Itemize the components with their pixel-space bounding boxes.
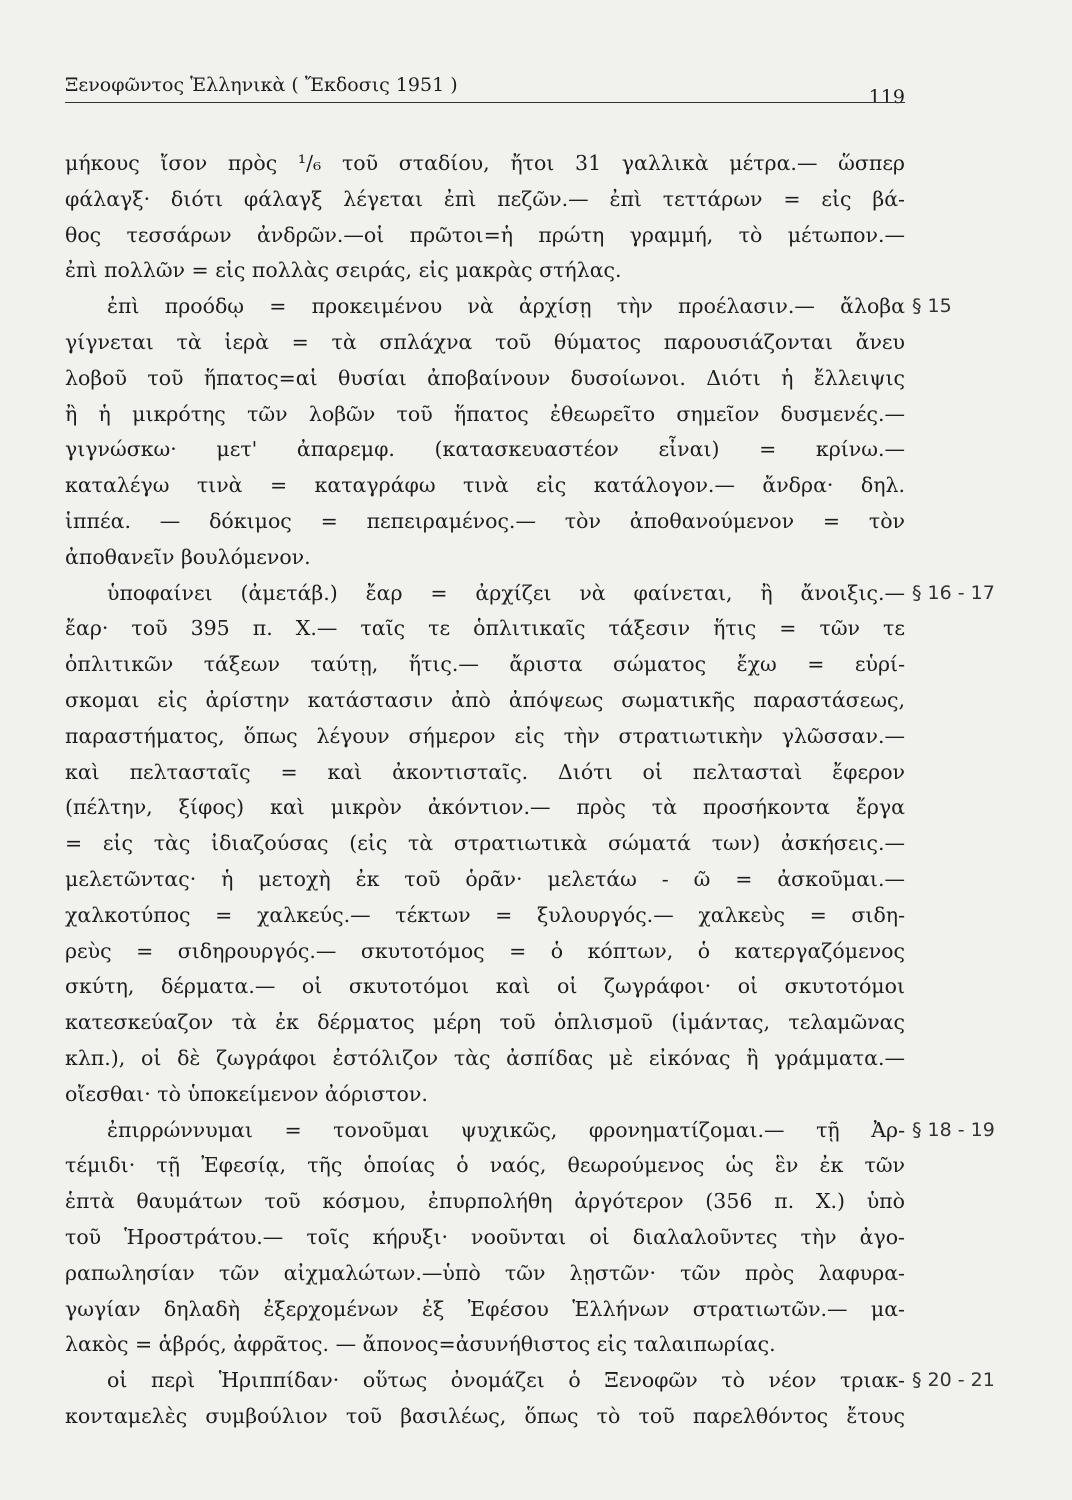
- text-line: οἴεσθαι· τὸ ὑποκείμενον ἀόριστον.: [65, 1081, 428, 1106]
- text-line: φάλαγξ· διότι φάλαγξ λέγεται ἐπὶ πεζῶν.— ἐπὶ τεττάρων = εἰς βά-: [65, 186, 905, 211]
- commentary-text: [65, 146, 995, 1435]
- text-line: καταλέγω τινὰ = καταγράφω τινὰ εἰς κατάλογον.— ἄνδρα· δηλ.: [65, 473, 905, 498]
- text-line: ρεὺς = σιδηρουργός.— σκυτοτόμος = ὁ κόπτων, ὁ κατεργαζόμενος: [65, 938, 905, 963]
- text-line: ἐπὶ προόδῳ = προκειμένου νὰ ἀρχίσῃ τὴν προέλασιν.— ἄλοβα § 15: [65, 289, 905, 325]
- text-line: καὶ πελτασταῖς = καὶ ἀκοντισταῖς. Διότι οἱ πελτασταὶ ἔφερον: [65, 759, 905, 784]
- section-marker: § 15: [912, 295, 952, 318]
- text-line: ἐπιρρώννυμαι = τονοῦμαι ψυχικῶς, φρονηματίζομαι.— τῇ Ἀρ- § 18 - 19: [65, 1113, 905, 1149]
- text-line: σκομαι εἰς ἀρίστην κατάστασιν ἀπὸ ἀπόψεως σωματικῆς παραστάσεως,: [65, 687, 905, 712]
- text-line: ἢ ἡ μικρότης τῶν λοβῶν τοῦ ἥπατος ἐθεωρεῖτο σημεῖον δυσμενές.—: [65, 401, 905, 426]
- text-line: σκύτη, δέρματα.— οἱ σκυτοτόμοι καὶ οἱ ζωγράφοι· οἱ σκυτοτόμοι: [65, 974, 905, 999]
- text-line: μελετῶντας· ἡ μετοχὴ ἐκ τοῦ ὁρᾶν· μελετάω - ῶ = ἀσκοῦμαι.—: [65, 866, 905, 891]
- section-marker: § 20 - 21: [912, 1369, 995, 1392]
- text-line: ἀποθανεῖν βουλόμενον.: [65, 544, 311, 569]
- text-line: μήκους ἴσον πρὸς ¹/₆ τοῦ σταδίου, ἤτοι 31 γαλλικὰ μέτρα.— ὥσπερ: [65, 151, 905, 175]
- text-line: (πέλτην, ξίφος) καὶ μικρὸν ἀκόντιον.— πρὸς τὰ προσήκοντα ἔργα: [65, 795, 905, 820]
- text-line: κατεσκεύαζον τὰ ἐκ δέρματος μέρη τοῦ ὁπλισμοῦ (ἱμάντας, τελαμῶνας: [65, 1010, 905, 1035]
- text-line: οἱ περὶ Ἡριππίδαν· οὕτως ὀνομάζει ὁ Ξενοφῶν τὸ νέον τριακ- § 20 - 21: [65, 1363, 905, 1399]
- text-line: ἔαρ· τοῦ 395 π. Χ.— ταῖς τε ὁπλιτικαῖς τάξεσιν ἥτις = τῶν τε: [65, 616, 905, 641]
- header-rule: [65, 102, 905, 103]
- text-line: τέμιδι· τῇ Ἐφεσίᾳ, τῆς ὁποίας ὁ ναός, θεωρούμενος ὡς ἓν ἐκ τῶν: [65, 1153, 905, 1178]
- page-header: [65, 74, 905, 114]
- text-line: λακὸς = ἁβρός, ἀφρᾶτος. — ἄπονος=ἀσυνήθιστος εἰς ταλαιπωρίας.: [65, 1332, 776, 1357]
- text-line: λοβοῦ τοῦ ἥπατος=αἱ θυσίαι ἀποβαίνουν δυσοίωνοι. Διότι ἡ ἔλλειψις: [65, 365, 905, 390]
- text-line: γίγνεται τὰ ἱερὰ = τὰ σπλάχνα τοῦ θύματος παρουσιάζονται ἄνευ: [65, 329, 905, 354]
- text-line: ὁπλιτικῶν τάξεων ταύτῃ, ἥτις.— ἄριστα σώματος ἔχω = εὑρί-: [65, 652, 905, 677]
- page-number: 119: [868, 86, 905, 108]
- text-line: τοῦ Ἡροστράτου.— τοῖς κήρυξι· νοοῦνται οἱ διαλαλοῦντες τὴν ἀγο-: [65, 1224, 905, 1249]
- text-line: παραστήματος, ὅπως λέγουν σήμερον εἰς τὴν στρατιωτικὴν γλῶσσαν.—: [65, 723, 905, 748]
- text-line: χαλκοτύπος = χαλκεύς.— τέκτων = ξυλουργός.— χαλκεὺς = σιδη-: [65, 902, 905, 927]
- text-line: γωγίαν δηλαδὴ ἐξερχομένων ἐξ Ἐφέσου Ἑλλήνων στρατιωτῶν.— μα-: [65, 1296, 905, 1321]
- text-line: = εἰς τὰς ἰδιαζούσας (εἰς τὰ στρατιωτικὰ σώματά των) ἀσκήσεις.—: [65, 831, 905, 856]
- text-line: θος τεσσάρων ἀνδρῶν.—οἱ πρῶτοι=ἡ πρώτη γραμμή, τὸ μέτωπον.—: [65, 222, 905, 247]
- text-line: κονταμελὲς συμβούλιον τοῦ βασιλέως, ὅπως τὸ τοῦ παρελθόντος ἔτους: [65, 1403, 905, 1428]
- text-line: ἱππέα. — δόκιμος = πεπειραμένος.— τὸν ἀποθανούμενον = τὸν: [65, 508, 905, 533]
- section-marker: § 16 - 17: [912, 581, 995, 604]
- text-line: γιγνώσκω· μετ' ἀπαρεμφ. (κατασκευαστέον εἶναι) = κρίνω.—: [65, 437, 905, 462]
- text-line: ὑποφαίνει (ἀμετάβ.) ἔαρ = ἀρχίζει νὰ φαίνεται, ἢ ἄνοιξις.— § 16 - 17: [65, 576, 905, 612]
- text-line: ραπωλησίαν τῶν αἰχμαλώτων.—ὑπὸ τῶν λῃστῶν· τῶν πρὸς λαφυρα-: [65, 1260, 905, 1285]
- text-line: ἑπτὰ θαυμάτων τοῦ κόσμου, ἐπυρπολήθη ἀργότερον (356 π. Χ.) ὑπὸ: [65, 1189, 905, 1214]
- text-line: ἐπὶ πολλῶν = εἰς πολλὰς σειράς, εἰς μακρὰς στήλας.: [65, 258, 622, 283]
- text-line: κλπ.), οἱ δὲ ζωγράφοι ἐστόλιζον τὰς ἀσπίδας μὲ εἰκόνας ἢ γράμματα.—: [65, 1045, 905, 1070]
- section-marker: § 18 - 19: [912, 1118, 995, 1141]
- running-title: Ξενοφῶντος Ἑλληνικὰ ( Ἔκδοσις 1951 ): [65, 74, 458, 96]
